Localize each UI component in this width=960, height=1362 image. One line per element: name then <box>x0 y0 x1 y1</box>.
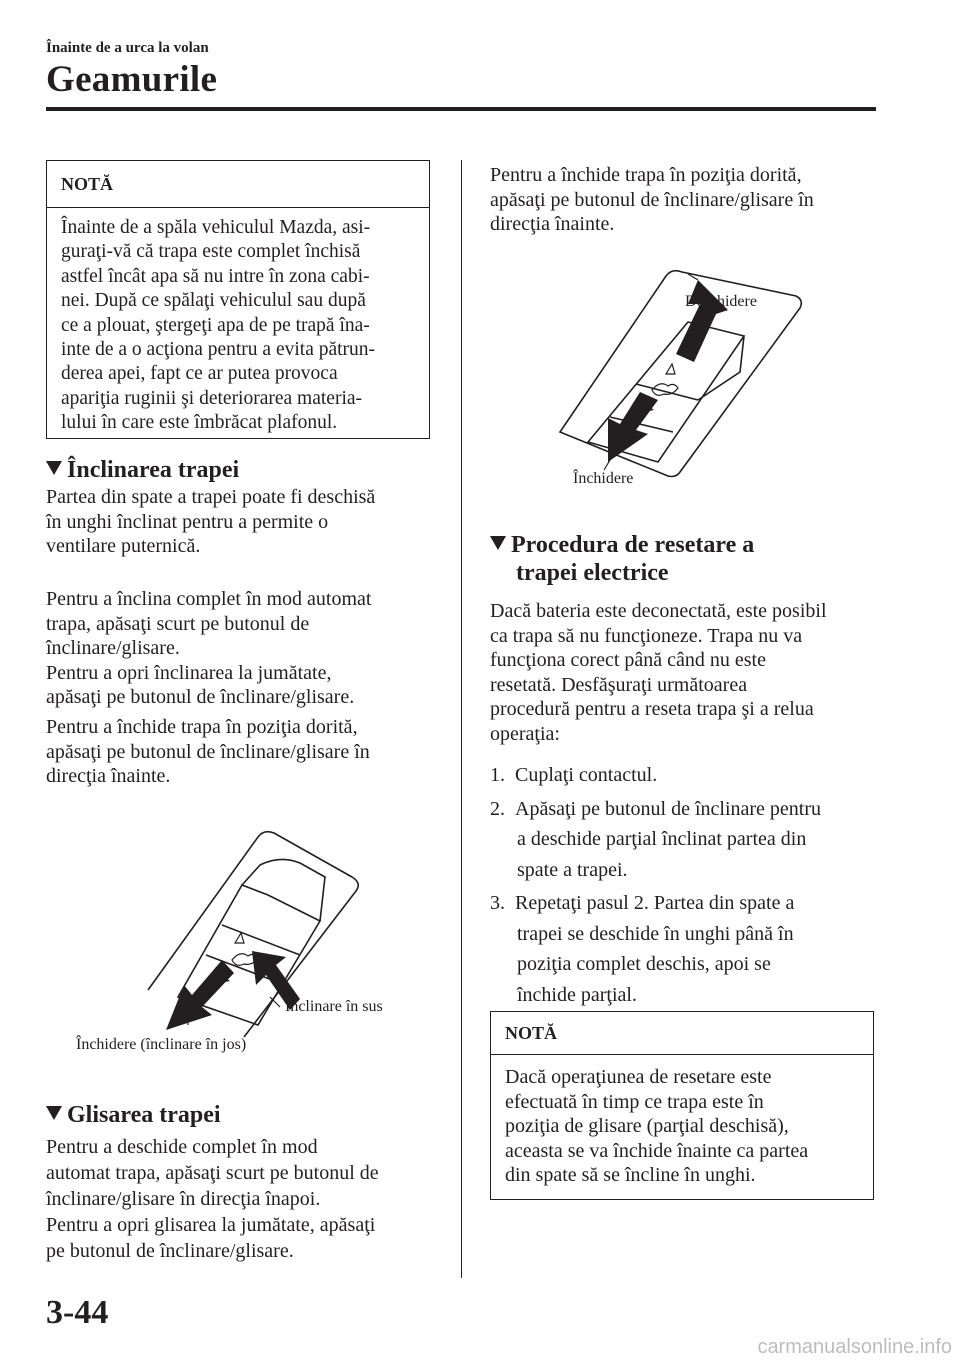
note-line: ce a plouat, ştergeţi apa de pe trapă îna- <box>61 314 370 336</box>
section-marker-icon <box>46 461 62 475</box>
breadcrumb: Înainte de a urca la volan <box>46 40 209 56</box>
note-line: astfel încât apa să nu intre în zona cabi- <box>61 265 370 287</box>
note-box <box>490 1011 874 1200</box>
note-line: apariţia ruginii şi deteriorarea materia- <box>61 387 363 409</box>
note-text <box>47 208 429 436</box>
note-box <box>46 160 430 439</box>
figure-label-close: Închidere <box>573 470 634 487</box>
right-paragraph-1: Pentru a închide trapa în poziţia dorită, apăsaţi pe butonul de înclinare/glisare în direcţia înainte. <box>490 164 814 236</box>
figure-label-open: Deschidere <box>685 293 757 310</box>
page-number: 3-44 <box>46 1294 109 1331</box>
list-item: 2. Apăsaţi pe butonul de înclinare pentru a deschide parţial înclinat partea din spate a trapei. <box>490 797 822 881</box>
list-item: 3. Repetaţi pasul 2. Partea din spate a trapei se deschide în unghi până în poziţia complet deschis, apoi se închide parţial. <box>490 892 795 1006</box>
slide-switch-illustration <box>548 262 808 482</box>
note-heading: NOTĂ <box>47 161 429 208</box>
page-title: Geamurile <box>46 59 218 100</box>
tilt-paragraph-3: Pentru a închide trapa în poziţia dorită, apăsaţi pe butonul de înclinare/glisare în direcţia înainte. <box>46 716 370 788</box>
section-title-reset-line2: trapei electrice <box>516 560 669 586</box>
figure-label-tilt-close: Închidere (înclinare în jos) <box>76 1036 247 1053</box>
tilt-paragraph-2: Pentru a înclina complet în mod automat trapa, apăsaţi scurt pe butonul de înclinare/glisare. Pentru a opri înclinarea la jumătate, apăsaţi pe butonul de înclinare/glisare. <box>46 588 372 709</box>
section-title-tilt: Înclinarea trapei <box>46 455 239 485</box>
section-marker-icon <box>46 1106 62 1120</box>
note-line: guraţi-vă că trapa este complet închisă <box>61 241 361 263</box>
section-marker-icon <box>490 536 506 550</box>
reset-steps <box>490 760 880 1010</box>
watermark: carmanualsonline.info <box>757 1336 952 1358</box>
note-heading: NOTĂ <box>491 1012 873 1055</box>
note-line: Înainte de a spăla vehiculul Mazda, asi- <box>61 217 371 238</box>
reset-intro: Dacă bateria este deconectată, este posibil ca trapa să nu funcţioneze. Trapa nu va funcţiona corect până când nu este resetată. Desfăşuraţi următoarea procedură pentru a reseta trapa şi a relua operaţia: <box>490 600 827 745</box>
note-line: nei. După ce spălaţi vehiculul sau după <box>61 290 366 312</box>
note-line: inte de a o acţiona pentru a evita pătrun- <box>61 339 376 361</box>
slide-paragraph: Pentru a deschide complet în mod automat trapa, apăsaţi scurt pe butonul de înclinare/glisare în direcţia înapoi. Pentru a opri glisarea la jumătate, apăsaţi pe butonul de înclinare/glisare. <box>46 1136 379 1262</box>
figure-label-tilt-up: Înclinare în sus <box>285 998 383 1015</box>
note-text: Dacă operaţiunea de resetare este efectuată în timp ce trapa este în poziţia de glisare (parţial deschisă), aceasta se va închide înainte ca partea din spate să se încline în unghi. <box>505 1066 809 1186</box>
section-title-reset: Procedura de resetare a <box>490 530 754 560</box>
title-rule <box>46 107 876 111</box>
note-line: derea apei, fapt ce ar putea provoca <box>61 363 338 385</box>
section-title-slide: Glisarea trapei <box>46 1100 221 1130</box>
tilt-paragraph-1: Partea din spate a trapei poate fi deschisă în unghi înclinat pentru a permite o ventilare puternică. <box>46 486 376 558</box>
note-line: lului în care este îmbrăcat plafonul. <box>61 412 338 434</box>
list-item: 1. Cuplaţi contactul. <box>490 764 658 786</box>
column-divider <box>461 160 462 1278</box>
